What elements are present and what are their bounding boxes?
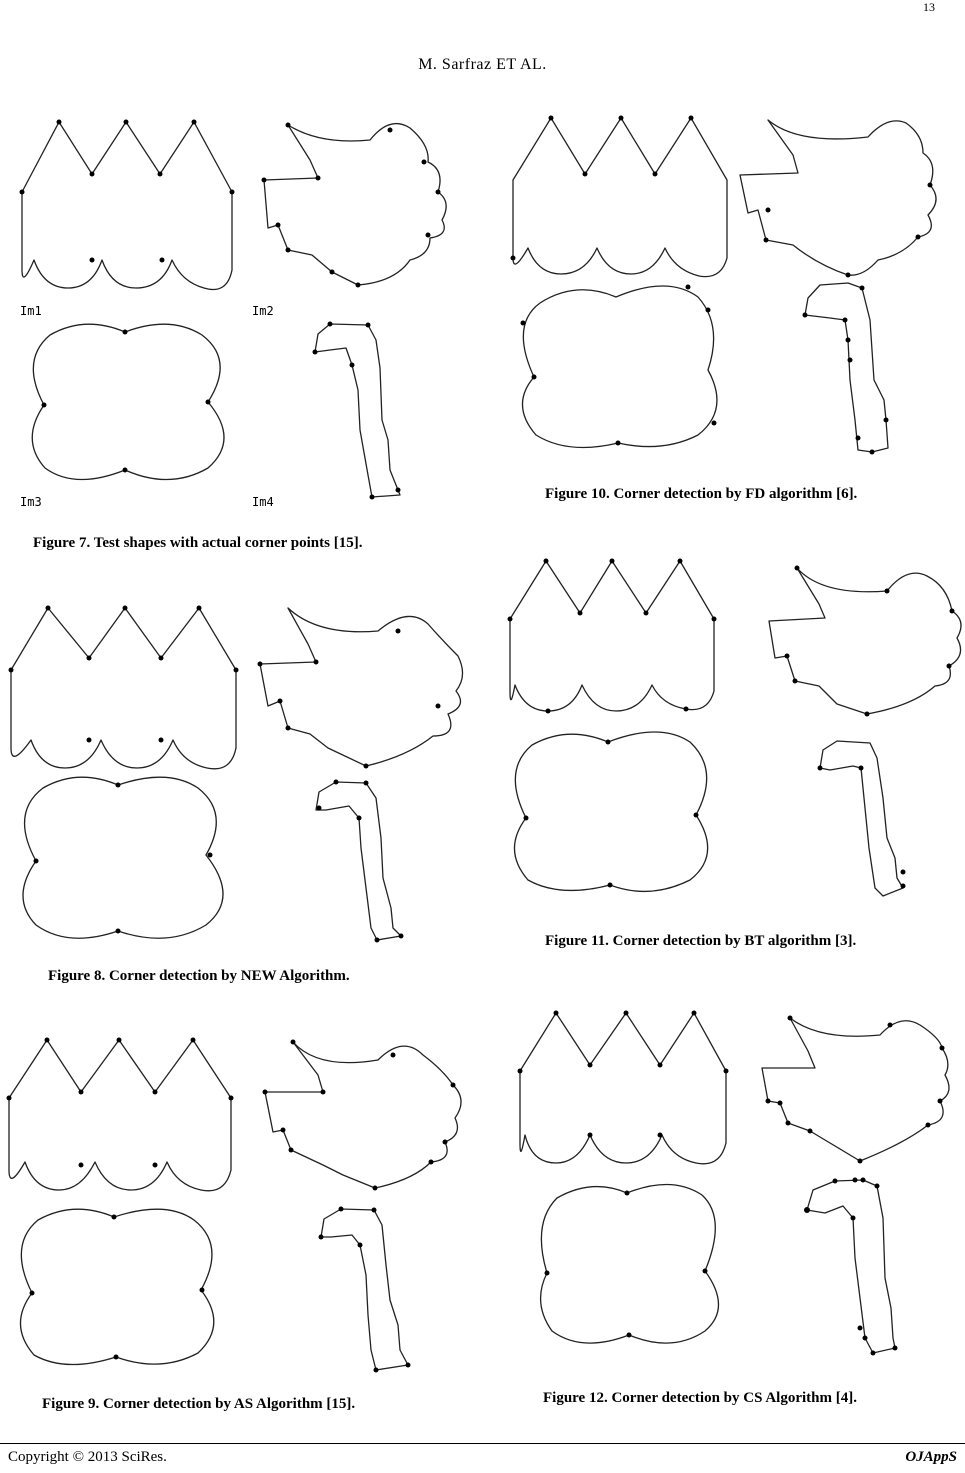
- label-im4: Im4: [252, 495, 274, 509]
- figure-8-caption: Figure 8. Corner detection by NEW Algorithm.: [48, 968, 350, 984]
- footer-rule: [0, 1443, 965, 1444]
- figure-7-caption: Figure 7. Test shapes with actual corner points [15].: [33, 535, 363, 551]
- shape-im1: [20, 120, 235, 290]
- figure-7-image: [10, 110, 480, 515]
- shape-im2: [262, 123, 447, 288]
- figure-8-image: [6, 598, 476, 948]
- figure-11-caption: Figure 11. Corner detection by BT algorithm [3].: [545, 933, 857, 949]
- shape-im4: [313, 322, 401, 500]
- page-number: 13: [923, 0, 935, 14]
- label-im2: Im2: [252, 304, 274, 318]
- figure-10-caption: Figure 10. Corner detection by FD algorithm [6].: [545, 486, 858, 502]
- figure-9-caption: Figure 9. Corner detection by AS Algorithm [15].: [42, 1396, 356, 1412]
- label-im3: Im3: [20, 495, 42, 509]
- figure-12-image: [515, 1008, 960, 1368]
- shape-im3: [32, 324, 224, 479]
- figure-10-image: [510, 110, 960, 465]
- footer-copyright: Copyright © 2013 SciRes.: [8, 1449, 167, 1465]
- figure-9-image: [6, 1035, 476, 1380]
- figure-11-image: [505, 558, 960, 908]
- footer-journal: OJAppS: [905, 1449, 957, 1465]
- label-im1: Im1: [20, 304, 42, 318]
- figure-12-caption: Figure 12. Corner detection by CS Algorithm [4].: [543, 1390, 857, 1406]
- running-header: M. Sarfraz ET AL.: [418, 56, 547, 73]
